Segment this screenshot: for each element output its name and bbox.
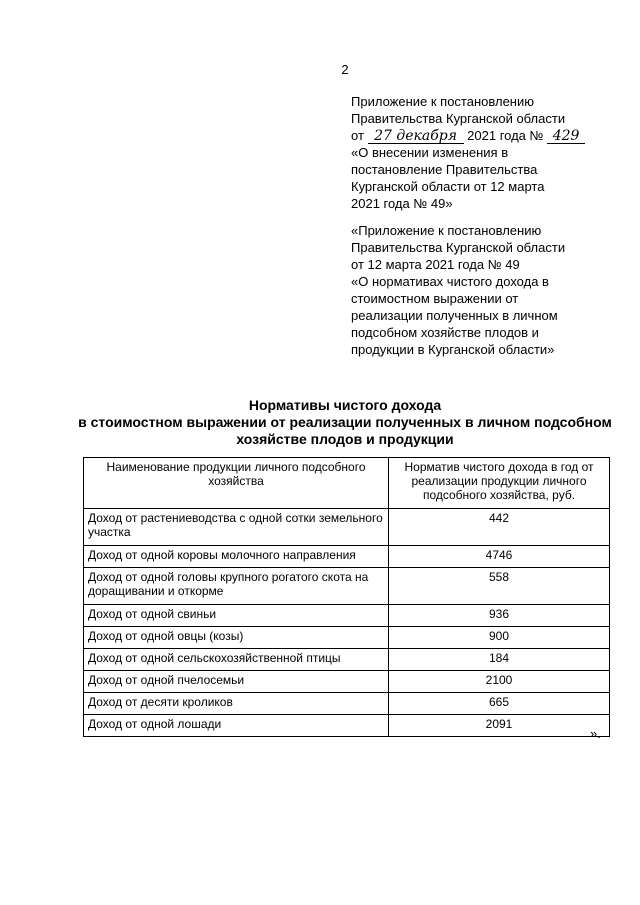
row-value: 2100 bbox=[389, 671, 610, 693]
row-name: Доход от растениеводства с одной сотки земельного участка bbox=[84, 509, 389, 546]
original-appendix-line-1: «Приложение к постановлению bbox=[351, 223, 542, 238]
column-header-product: Наименование продукции личного подсобного хозяйства bbox=[84, 458, 389, 509]
row-name: Доход от одной овцы (козы) bbox=[84, 627, 389, 649]
document-title bbox=[60, 397, 630, 448]
table-row bbox=[84, 649, 610, 671]
row-value: 558 bbox=[389, 568, 610, 605]
row-name: Доход от одной сельскохозяйственной птицы bbox=[84, 649, 389, 671]
title-line-2: в стоимостном выражении от реализации полученных в личном подсобном bbox=[78, 414, 612, 430]
row-name: Доход от одной пчелосемьи bbox=[84, 671, 389, 693]
table-row bbox=[84, 693, 610, 715]
table-row bbox=[84, 509, 610, 546]
appendix-line-5: постановление Правительства bbox=[351, 162, 538, 177]
row-value: 442 bbox=[389, 509, 610, 546]
appendix-line-6: Курганской области от 12 марта bbox=[351, 179, 545, 194]
original-appendix-header bbox=[351, 222, 611, 358]
appendix-year-label: 2021 года № bbox=[467, 128, 544, 143]
appendix-header bbox=[351, 93, 611, 212]
original-appendix-line-5: стоимостном выражении от bbox=[351, 291, 519, 306]
title-line-3: хозяйстве плодов и продукции bbox=[236, 431, 454, 447]
title-line-1: Нормативы чистого дохода bbox=[248, 397, 442, 413]
appendix-line-3 bbox=[351, 127, 611, 144]
table-row bbox=[84, 715, 610, 737]
table-row bbox=[84, 671, 610, 693]
norms-table bbox=[83, 457, 610, 737]
table-header-row bbox=[84, 458, 610, 509]
original-appendix-line-3: от 12 марта 2021 года № 49 bbox=[351, 257, 520, 272]
row-name: Доход от десяти кроликов bbox=[84, 693, 389, 715]
row-name: Доход от одной коровы молочного направления bbox=[84, 546, 389, 568]
row-value: 4746 bbox=[389, 546, 610, 568]
original-appendix-line-8: продукции в Курганской области» bbox=[351, 342, 555, 357]
original-appendix-line-4: «О нормативах чистого дохода в bbox=[351, 274, 549, 289]
closing-quote: ». bbox=[590, 726, 601, 741]
original-appendix-line-2: Правительства Курганской области bbox=[351, 240, 566, 255]
appendix-line-4: «О внесении изменения в bbox=[351, 145, 509, 160]
appendix-line-1: Приложение к постановлению bbox=[351, 94, 534, 109]
row-name: Доход от одной свиньи bbox=[84, 605, 389, 627]
original-appendix-line-7: подсобном хозяйстве плодов и bbox=[351, 325, 539, 340]
column-header-norm: Норматив чистого дохода в год от реализации продукции личного подсобного хозяйства, руб. bbox=[389, 458, 610, 509]
row-value: 2091 bbox=[389, 715, 610, 737]
original-appendix-line-6: реализации полученных в личном bbox=[351, 308, 558, 323]
row-name: Доход от одной головы крупного рогатого скота на доращивании и откорме bbox=[84, 568, 389, 605]
table-row bbox=[84, 627, 610, 649]
row-value: 665 bbox=[389, 693, 610, 715]
appendix-line-7: 2021 года № 49» bbox=[351, 196, 453, 211]
row-value: 184 bbox=[389, 649, 610, 671]
table-row bbox=[84, 568, 610, 605]
handwritten-number: 429 bbox=[547, 129, 585, 144]
appendix-line-2: Правительства Курганской области bbox=[351, 111, 566, 126]
row-value: 900 bbox=[389, 627, 610, 649]
row-value: 936 bbox=[389, 605, 610, 627]
handwritten-date: 27 декабря bbox=[368, 129, 464, 144]
appendix-date-prefix: от bbox=[351, 128, 364, 143]
row-name: Доход от одной лошади bbox=[84, 715, 389, 737]
table-row bbox=[84, 546, 610, 568]
page-number: 2 bbox=[341, 62, 349, 77]
table-row bbox=[84, 605, 610, 627]
